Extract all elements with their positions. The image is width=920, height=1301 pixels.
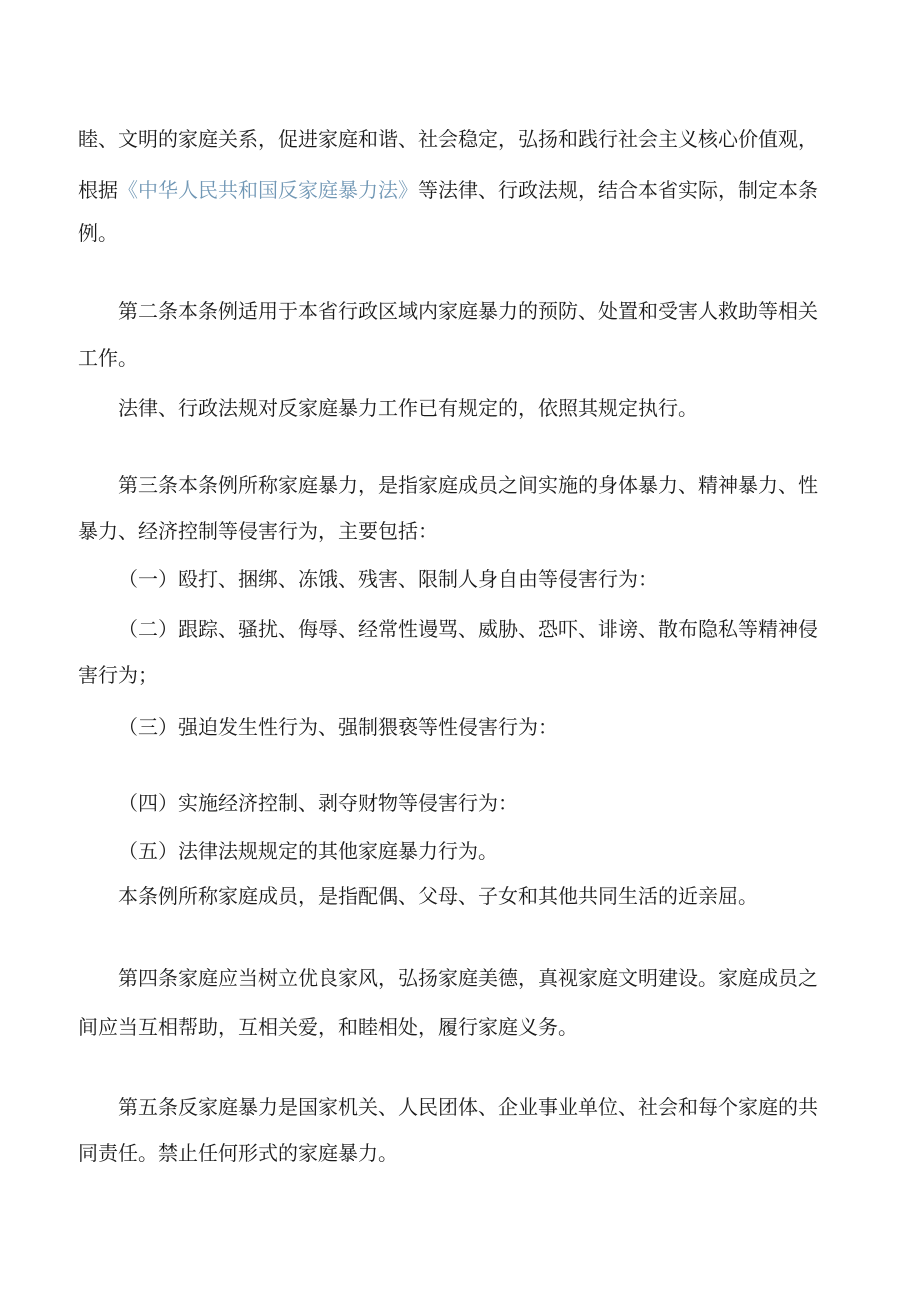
p1-line-2 xyxy=(78,178,818,202)
art4-line-2: 间应当互相帮助，互相关爱，和睦相处，履行家庭义务。 xyxy=(78,1015,578,1039)
art3-item-3: （三）强迫发生性行为、强制猥亵等性侵害行为： xyxy=(118,715,558,739)
art3-item-5: （五）法律法规规定的其他家庭暴力行为。 xyxy=(118,839,498,863)
p1-line-2-post: 等法律、行政法规，结合本省实际，制定本条 xyxy=(418,178,818,202)
law-title-link[interactable]: 《中华人民共和国反家庭暴力法》 xyxy=(118,178,418,202)
art3-item-2b: 害行为； xyxy=(78,663,158,687)
art5-line-2: 同责任。禁止任何形式的家庭暴力。 xyxy=(78,1141,398,1165)
art3-line-2: 暴力、经济控制等侵害行为，主要包括： xyxy=(78,519,438,543)
p1-line-1: 睦、文明的家庭关系，促进家庭和谐、社会稳定，弘扬和践行社会主义核心价值观， xyxy=(78,127,818,151)
art2-line-3: 法律、行政法规对反家庭暴力工作已有规定的，依照其规定执行。 xyxy=(118,396,698,420)
art3-item-4: （四）实施经济控制、剥夺财物等侵害行为： xyxy=(118,791,518,815)
art3-line-1: 第三条本条例所称家庭暴力，是指家庭成员之间实施的身体暴力、精神暴力、性 xyxy=(118,473,818,497)
p1-line-2-pre: 根据 xyxy=(78,178,118,202)
art4-line-1: 第四条家庭应当树立优良家风，弘扬家庭美德，真视家庭文明建设。家庭成员之 xyxy=(118,966,818,990)
art2-line-1: 第二条本条例适用于本省行政区域内家庭暴力的预防、处置和受害人救助等相关 xyxy=(118,299,818,323)
art3-item-1: （一）殴打、捆绑、冻饿、残害、限制人身自由等侵害行为： xyxy=(118,567,658,591)
art3-note: 本条例所称家庭成员，是指配偶、父母、子女和其他共同生活的近亲屈。 xyxy=(118,884,758,908)
art5-line-1: 第五条反家庭暴力是国家机关、人民团体、企业事业单位、社会和每个家庭的共 xyxy=(118,1095,818,1119)
art2-line-2: 工作。 xyxy=(78,346,138,370)
p1-line-3: 例。 xyxy=(78,221,118,245)
art3-item-2a: （二）跟踪、骚扰、侮辱、经常性谩骂、威胁、恐吓、诽谤、散布隐私等精神侵 xyxy=(118,617,818,641)
